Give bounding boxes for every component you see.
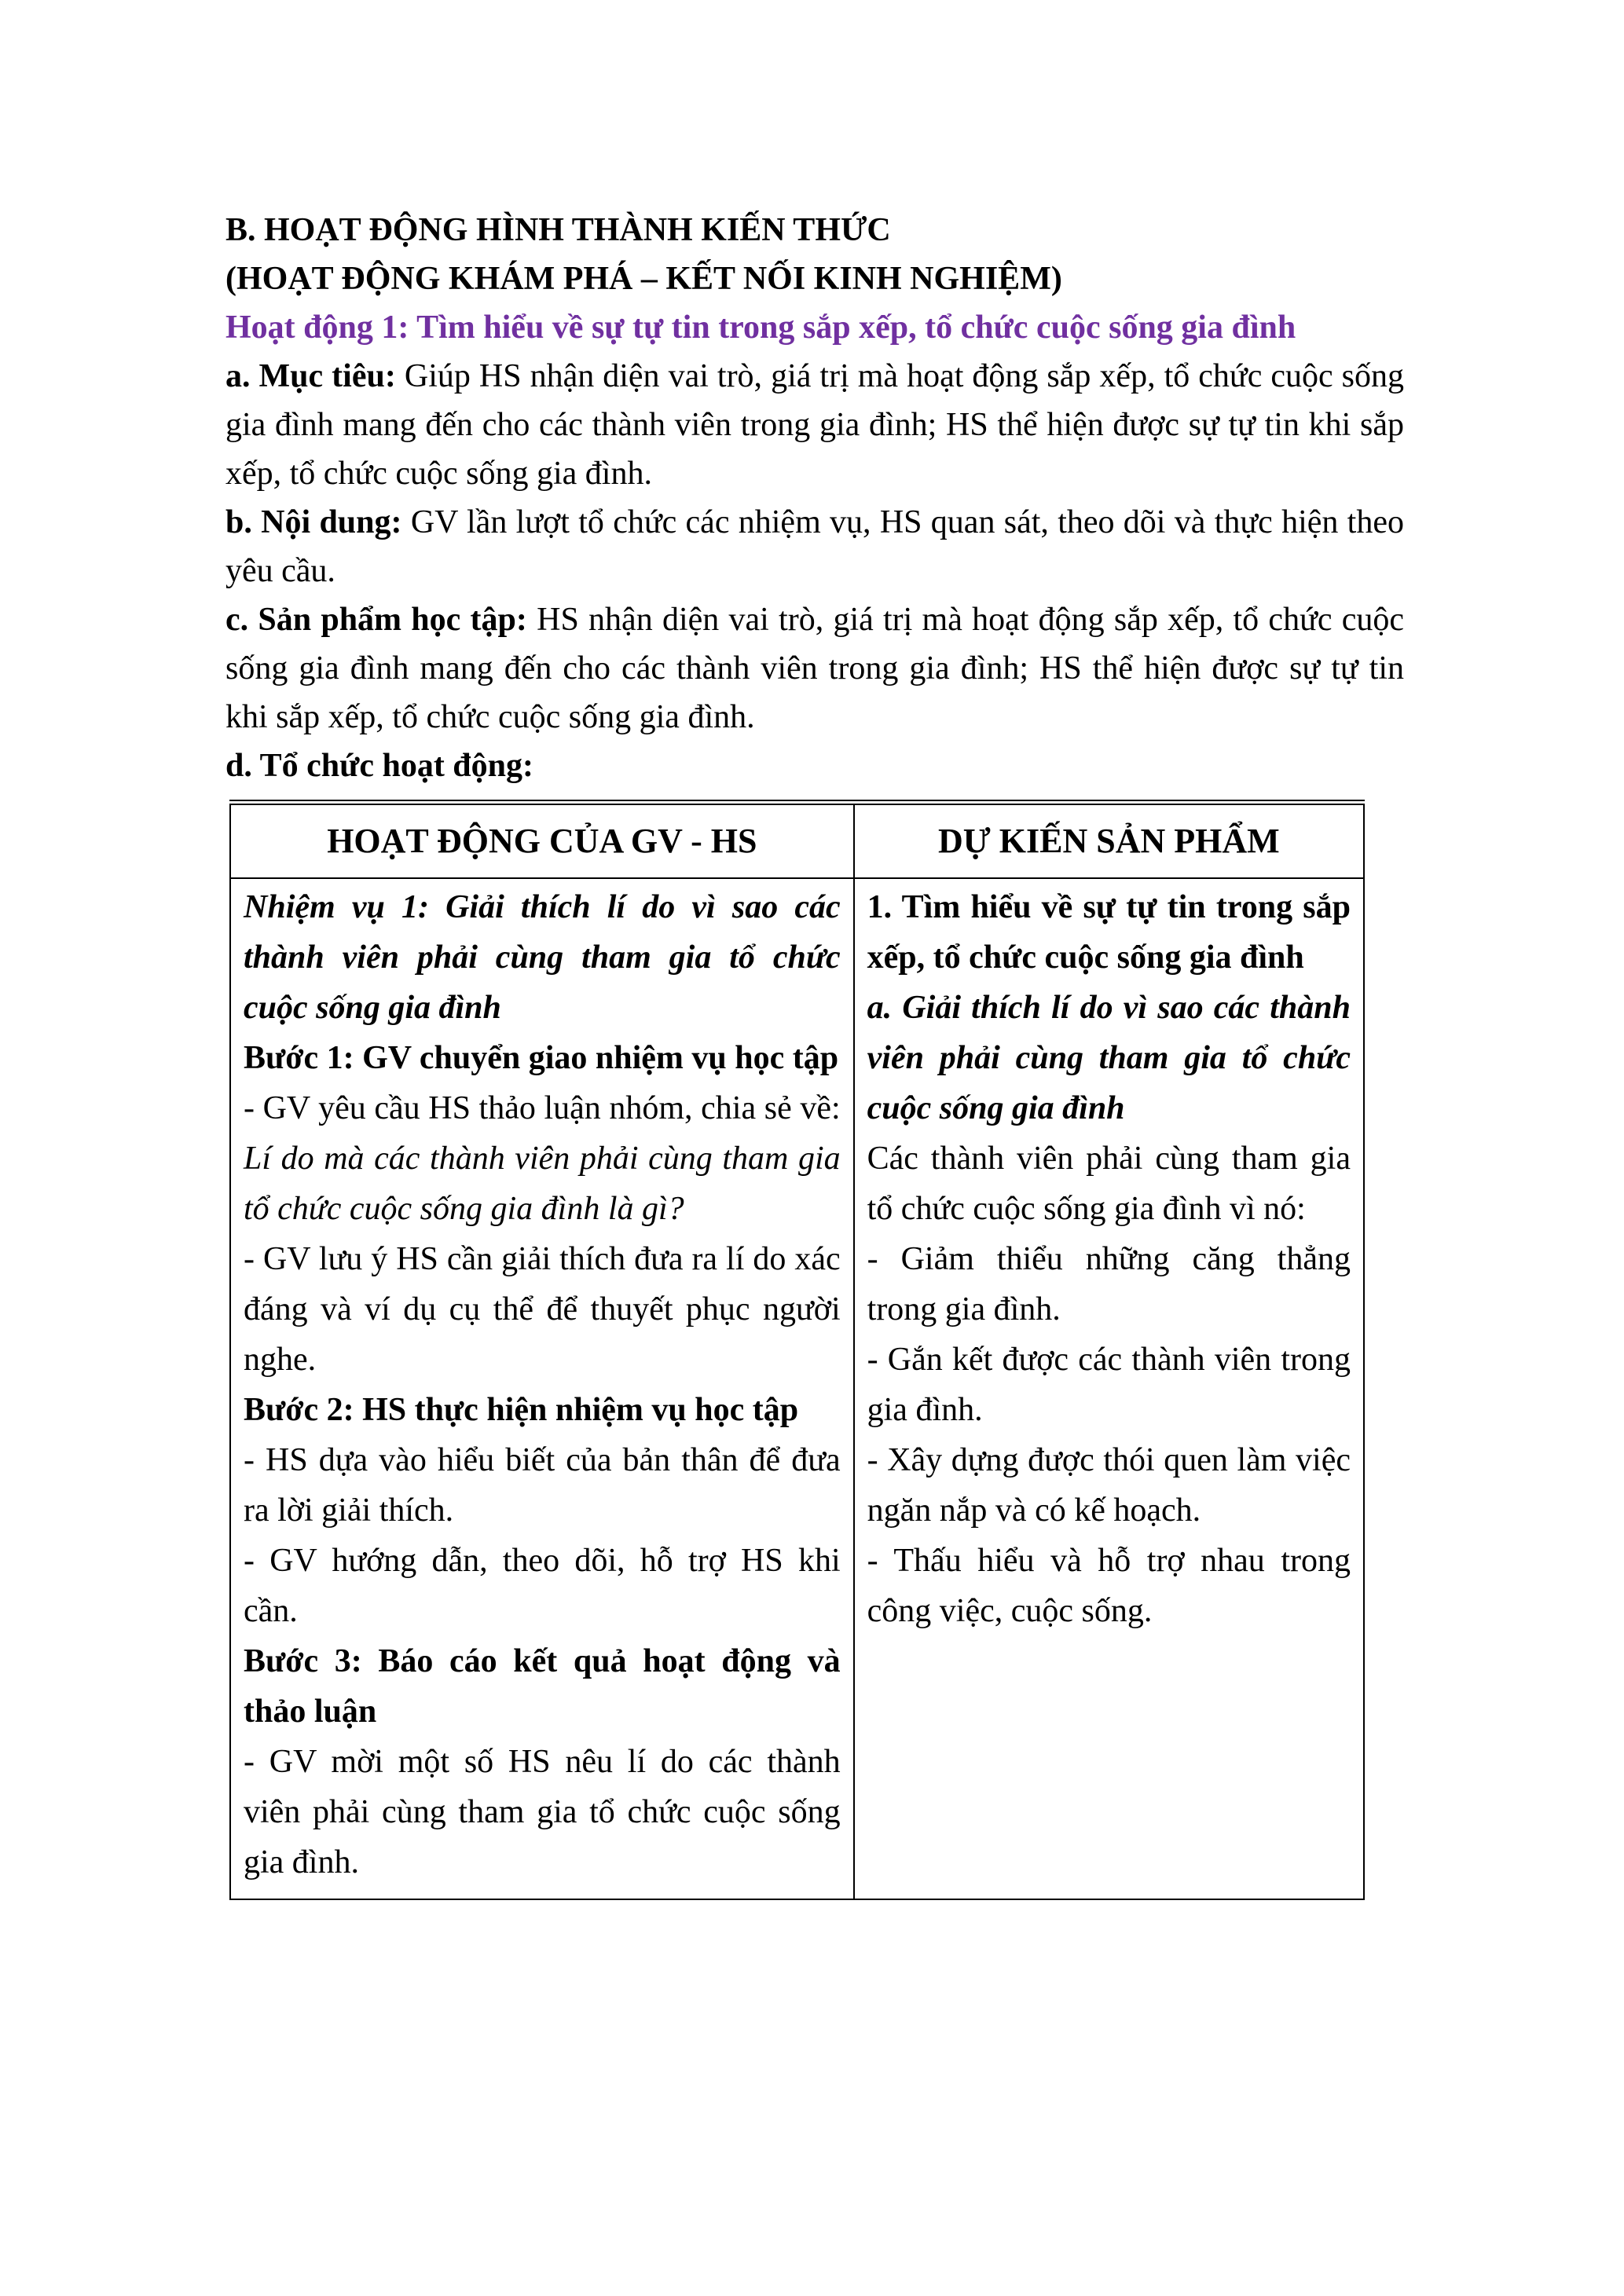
text-run: - Gắn kết được các thành viên trong gia đình. [867,1342,1351,1428]
text-run: - Thấu hiểu và hỗ trợ nhau trong công việc, cuộc sống. [867,1543,1351,1629]
text-run: - GV hướng dẫn, theo dõi, hỗ trợ HS khi cần. [244,1543,841,1629]
section-c-text: HS nhận diện vai trò, giá trị mà hoạt động sắp xếp, tổ chức cuộc sống gia đình mang đến cho các thành viên trong gia đình; HS thể hiện được sự tự tin khi sắp xếp, tổ chức cuộc sống gia đình. [225,602,1405,735]
text-run: - HS dựa vào hiểu biết của bản thân để đưa ra lời giải thích. [244,1442,841,1529]
section-a-muc-tieu [225,352,1404,498]
cell-paragraph [867,1133,1351,1234]
section-b-text: GV lần lượt tổ chức các nhiệm vụ, HS quan sát, theo dõi và thực hiện theo yêu cầu. [225,504,1404,589]
cell-paragraph [244,1435,841,1536]
text-run: Nhiệm vụ 1: Giải thích lí do vì sao các thành viên phải cùng tham gia tổ chức cuộc sống gia đình [244,889,841,1026]
activity-table [229,800,1365,1900]
table-header-gv-hs: HOẠT ĐỘNG CỦA GV - HS [230,803,854,879]
text-run: - GV mời một số HS nêu lí do các thành viên phải cùng tham gia tổ chức cuộc sống gia đình. [244,1744,841,1880]
main-title-line-2: (HOẠT ĐỘNG KHÁM PHÁ – KẾT NỐI KINH NGHIỆM) [225,261,1062,297]
section-b-label: b. Nội dung: [225,504,402,540]
cell-paragraph [244,1234,841,1385]
main-title-line-1: B. HOẠT ĐỘNG HÌNH THÀNH KIẾN THỨC [225,212,891,248]
text-run: - GV lưu ý HS cần giải thích đưa ra lí do xác đáng và ví dụ cụ thể để thuyết phục người nghe. [244,1241,841,1378]
text-run: 1. Tìm hiểu về sự tự tin trong sắp xếp, tổ chức cuộc sống gia đình [867,889,1351,976]
section-c-san-pham [225,595,1404,742]
cell-paragraph [244,1636,841,1737]
cell-paragraph [867,1536,1351,1636]
cell-paragraph [867,1234,1351,1335]
cell-paragraph [867,1335,1351,1435]
cell-paragraph [867,882,1351,983]
text-run: Các thành viên phải cùng tham gia tổ chức cuộc sống gia đình vì nó: [867,1141,1351,1227]
section-d-to-chuc [225,742,1404,790]
section-c-label: c. Sản phẩm học tập: [225,602,527,638]
text-run: - Xây dựng được thói quen làm việc ngăn nắp và có kế hoạch. [867,1442,1351,1529]
section-a-label: a. Mục tiêu: [225,358,396,394]
table-header-du-kien-san-pham: DỰ KIẾN SẢN PHẨM [854,803,1364,879]
text-run: Lí do mà các thành viên phải cùng tham gia tổ chức cuộc sống gia đình là gì? [244,1141,841,1227]
cell-paragraph [244,1737,841,1888]
text-run: - Giảm thiểu những căng thẳng trong gia đình. [867,1241,1351,1327]
text-run: Bước 1: GV chuyển giao nhiệm vụ học tập [244,1040,839,1076]
document-content [225,206,1404,1900]
cell-paragraph [867,983,1351,1133]
text-run: a. Giải thích lí do vì sao các thành viên phải cùng tham gia tổ chức cuộc sống gia đình [867,990,1351,1126]
text-run: Bước 3: Báo cáo kết quả hoạt động và thảo luận [244,1643,841,1730]
section-b-noi-dung [225,498,1404,595]
cell-paragraph [244,1385,841,1435]
cell-paragraph [867,1435,1351,1536]
table-header-row [230,803,1364,879]
table-cell-gv-hs [230,878,854,1899]
text-run: - GV yêu cầu HS thảo luận nhóm, chia sẻ về: [244,1090,841,1126]
activity-1-heading: Hoạt động 1: Tìm hiểu về sự tự tin trong sắp xếp, tổ chức cuộc sống gia đình [225,309,1296,346]
table-body-row [230,878,1364,1899]
table-cell-du-kien-san-pham [854,878,1364,1899]
text-run: Bước 2: HS thực hiện nhiệm vụ học tập [244,1392,799,1428]
cell-paragraph [244,882,841,1033]
section-d-label: d. Tổ chức hoạt động: [225,748,534,784]
section-a-text: Giúp HS nhận diện vai trò, giá trị mà hoạt động sắp xếp, tổ chức cuộc sống gia đình mang đến cho các thành viên trong gia đình; HS thể hiện được sự tự tin khi sắp xếp, tổ chức cuộc sống gia đình. [225,358,1404,492]
cell-paragraph [244,1083,841,1234]
cell-paragraph [244,1536,841,1636]
cell-paragraph [244,1033,841,1083]
